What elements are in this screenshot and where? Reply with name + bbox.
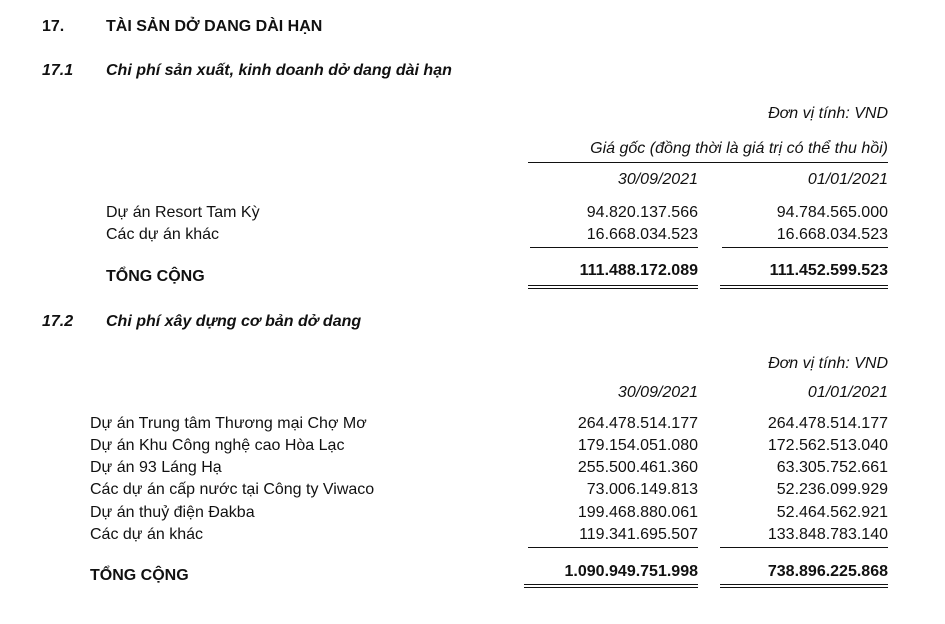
sub1-total-label: TỔNG CỘNG xyxy=(106,268,205,285)
sub1-row-value-2: 16.668.034.523 xyxy=(776,226,888,243)
sub2-row-value-1: 199.468.880.061 xyxy=(577,504,698,521)
sub2-row-value-1: 264.478.514.177 xyxy=(577,415,698,432)
sub1-subtotal-line-2 xyxy=(722,247,888,248)
sub2-row-label: Dự án 93 Láng Hạ xyxy=(90,459,222,476)
section-title: TÀI SẢN DỞ DANG DÀI HẠN xyxy=(106,18,323,35)
sub2-col1-header: 30/09/2021 xyxy=(617,384,698,401)
sub1-row-value-1: 16.668.034.523 xyxy=(586,226,698,243)
sub2-unit: Đơn vị tính: VND xyxy=(768,355,888,372)
sub2-row-value-2: 264.478.514.177 xyxy=(767,415,888,432)
sub1-title: Chi phí sản xuất, kinh doanh dở dang dài hạn xyxy=(106,62,452,79)
sub1-total-double-line-1 xyxy=(528,285,698,289)
section-number: 17. xyxy=(42,18,65,35)
sub2-title: Chi phí xây dựng cơ bản dở dang xyxy=(106,313,362,330)
sub2-row-label: Các dự án khác xyxy=(90,526,203,543)
sub1-total-double-line-2 xyxy=(720,285,888,289)
sub1-total-value-2: 111.452.599.523 xyxy=(769,262,888,279)
sub1-subtotal-line-1 xyxy=(530,247,698,248)
sub1-number: 17.1 xyxy=(42,62,74,79)
sub2-total-value-1: 1.090.949.751.998 xyxy=(564,563,698,580)
sub2-row-value-1: 179.154.051.080 xyxy=(577,437,698,454)
sub2-row-value-1: 73.006.149.813 xyxy=(586,481,698,498)
sub1-col2-header: 01/01/2021 xyxy=(807,171,888,188)
sub1-row-value-1: 94.820.137.566 xyxy=(586,204,698,221)
sub2-number: 17.2 xyxy=(42,313,74,330)
sub2-total-value-2: 738.896.225.868 xyxy=(767,563,888,580)
sub2-total-label: TỔNG CỘNG xyxy=(90,567,189,584)
sub2-total-double-line-1 xyxy=(524,584,698,588)
sub1-total-value-1: 111.488.172.089 xyxy=(579,262,698,279)
sub2-row-value-2: 133.848.783.140 xyxy=(767,526,888,543)
sub2-row-value-1: 255.500.461.360 xyxy=(577,459,698,476)
sub2-col2-header: 01/01/2021 xyxy=(807,384,888,401)
sub1-group-header: Giá gốc (đồng thời là giá trị có thể thu hồi) xyxy=(590,140,888,157)
sub2-row-value-2: 52.464.562.921 xyxy=(776,504,888,521)
sub1-row-value-2: 94.784.565.000 xyxy=(776,204,888,221)
sub2-row-value-1: 119.341.695.507 xyxy=(579,526,698,543)
sub1-group-underline xyxy=(528,162,888,163)
sub2-row-value-2: 63.305.752.661 xyxy=(776,459,888,476)
sub1-row-label: Dự án Resort Tam Kỳ xyxy=(106,204,260,221)
sub2-row-label: Dự án Trung tâm Thương mại Chợ Mơ xyxy=(90,415,367,432)
sub2-subtotal-line-1 xyxy=(528,547,698,548)
sub1-row-label: Các dự án khác xyxy=(106,226,219,243)
sub1-unit: Đơn vị tính: VND xyxy=(768,105,888,122)
sub1-col1-header: 30/09/2021 xyxy=(617,171,698,188)
sub2-row-label: Dự án Khu Công nghệ cao Hòa Lạc xyxy=(90,437,345,454)
sub2-row-value-2: 52.236.099.929 xyxy=(776,481,888,498)
sub2-subtotal-line-2 xyxy=(720,547,888,548)
sub2-row-label: Các dự án cấp nước tại Công ty Viwaco xyxy=(90,481,375,498)
sub2-total-double-line-2 xyxy=(720,584,888,588)
sub2-row-label: Dự án thuỷ điện Đakba xyxy=(90,504,255,521)
sub2-row-value-2: 172.562.513.040 xyxy=(767,437,888,454)
